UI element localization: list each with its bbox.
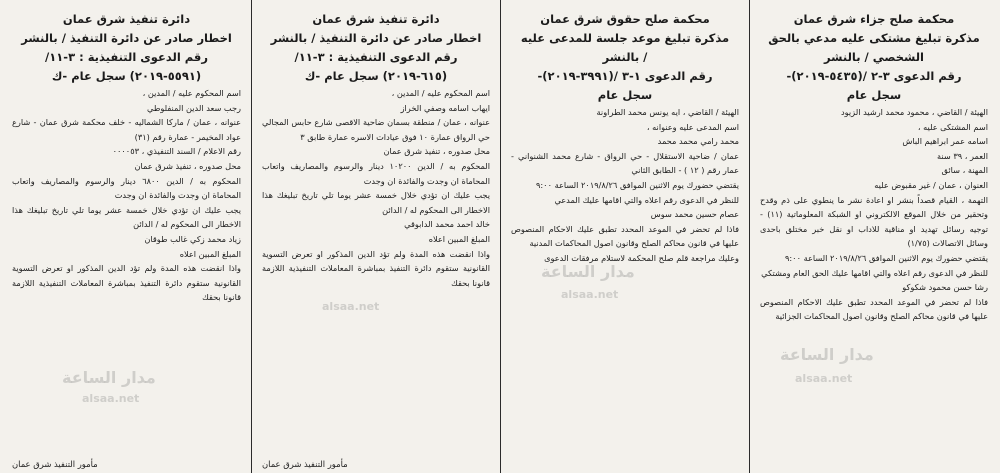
notice-line: يجب عليك ان تؤدي خلال خمسة عشر يوما تلي تاريخ تبليغك هذا الاخطار الى المحكوم له / الدائن [262,190,490,215]
signature: مأمور التنفيذ شرق عمان [12,459,98,469]
notice-title-line: دائرة تنفيذ شرق عمان [312,12,440,26]
notice-line: المبلغ المبين اعلاه [428,233,490,244]
notice-line: المهنة ، سائق [941,165,988,176]
notice-line: يقتضي حضورك يوم الاثنين الموافق ٢٠١٩/٨/٢٦ الساعة ٩:٠٠ [536,179,739,190]
notice-line: وعليك مراجعة قلم صلح المحكمة لاستلام مرفقات الدعوى [544,252,739,263]
notice-body [511,105,739,266]
notice-line: المبلغ المبين اعلاه [179,248,241,259]
notice-title-line: محكمة صلح جزاء شرق عمان [793,12,955,26]
notice-title-line: مذكرة تبليغ مشتكى عليه مدعي بالحق [768,31,980,45]
notice-column [2,0,251,473]
notice-line: رقم الاعلام / السند التنفيذي ، ٠٠٠٠٥٣ [112,146,241,157]
notice-line: عصام حسين محمد سوس [650,209,739,220]
watermark: مدار الساعة [541,262,635,281]
case-number: رقم الدعوى ١-٣ /(٣٩٩١-٢٠١٩)- [537,69,713,83]
notice-line: العنوان ، عمان / غير مقبوض عليه [874,179,988,190]
notice-line: فاذا لم تحضر في الموعد المحدد تطبق عليك الاحكام المنصوص عليها في قانون محاكم الصلح وقانون اصول المحاكمات المدنية [511,223,739,249]
notice-title-line: / بالنشر [602,50,648,64]
notice-line: المحكوم به / الدين ١٠٢٠٠ دينار والرسوم والمصاريف واتعاب المحاماة ان وجدت والفائدة ان وجدت [262,160,491,186]
notice-line: واذا انقضت هذه المدة ولم تؤد الدين المذكور او تعرض التسوية القانونية ستقوم دائرة التنفيذ بمباشرة المعاملات التنفيذية اللازمة قانونا بحقك [12,263,241,303]
notice-line: اسم المدعى عليه وعنوانه ، [646,121,739,132]
case-record: (٥٥٩١-٢٠١٩) سجل عام -ك [51,69,202,83]
notice-line: ايهاب اسامه وصفي الخراز [400,102,490,113]
notice-line: الهيئة / القاضي ، ايه يونس محمد الطراونة [596,107,739,117]
signature: مأمور التنفيذ شرق عمان [262,459,348,469]
watermark: alsaa.net [561,288,619,301]
notice-body [12,86,241,305]
notice-line: العمر ، ٣٩ سنة [937,150,988,161]
watermark: alsaa.net [322,300,380,313]
watermark: مدار الساعة [780,345,874,364]
notice-line: التهمة ، القيام قصداً بنشر او اعادة نشر ما ينطوي على ذم وقدح وتحقير من خلال الموقع الالكتروني او الشبكة المعلوماتية (١١) - توجيه رسائل تهديد او مناقية للاداب او نقل خبر مختلق باحدى وسائل الاتصالات (١/٧٥) [760,194,988,249]
notice-line: خالد احمد محمد الدابوقي [404,219,490,230]
notice-line: فاذا لم تحضر في الموعد المحدد تطبق عليك الاحكام المنصوص عليها في قانون محاكم الصلح وقانون اصول المحاكمات الجزائية [760,296,988,322]
notice-line: زياد محمد زكي غالب طوقان [144,233,241,244]
notice-body [760,105,988,324]
notice-line: اسم المشتكى عليه ، [917,121,988,132]
notice-line: رشا حسن محمود شكوكو [902,282,988,293]
notice-line: رجب سعد الدين المنفلوطي [147,102,241,113]
notice-line: محل صدوره ، تنفيذ شرق عمان [134,160,241,171]
case-record: سجل عام [846,88,902,102]
notice-line: للنظر في الدعوى رقم اعلاه والتي اقامها عليك المدعي [554,194,739,205]
case-number: رقم الدعوى التنفيذية : ٣-١١/ [45,50,208,64]
watermark: alsaa.net [82,392,140,405]
notice-line: محل صدوره ، تنفيذ شرق عمان [383,146,490,157]
notice-line: الهيئة / القاضي ، محمود محمد ارشيد الزيود [841,107,988,117]
notice-title-line: دائرة تنفيذ شرق عمان [62,12,191,26]
notice-line: اسامه عمر ابراهيم الباش [902,136,988,147]
notice-line: المحكوم به / الدين ٦٨٠٠ دينار والرسوم والمصاريف واتعاب المحاماة ان وجدت والفائدة ان وجدت [12,175,242,201]
notice-line: للنظر في الدعوى رقم اعلاه والتي اقامها عليك الحق العام ومشتكي [761,267,988,278]
case-number: رقم الدعوى ٣-٢ /(٥٤٣٥-٢٠١٩)- [786,69,962,83]
notice-title-line: اخطار صادر عن دائرة التنفيذ / بالنشر [270,31,482,45]
case-record: (٦١٥-٢٠١٩) سجل عام -ك [304,69,448,83]
notice-line: محمد رامي محمد محمد [657,136,739,147]
notice-column [251,0,500,473]
notice-line: عنوانه ، عمان / منطقة بسمان ضاحية الاقصى شارع حابس المجالي حي الرواق عمارة ١٠ فوق عيادات الاسره عمارة طابق ٣ [262,117,490,142]
watermark: مدار الساعة [62,368,156,387]
notice-line: يقتضي حضورك يوم الاثنين الموافق ٢٠١٩/٨/٢٦ الساعة ٩:٠٠ [785,252,988,263]
notice-line: عمان / ضاحية الاستقلال - حي الرواق - شارع محمد الشنواني - عمار رقم ( ١٢ ) - الطابق الثاني [511,150,739,176]
notice-title-line: الشخصي / بالنشر [824,50,924,64]
notice-title-line: مذكرة تبليغ موعد جلسة للمدعى عليه [520,31,730,45]
watermark: alsaa.net [795,372,853,385]
notice-column [500,0,749,473]
notice-line: اسم المحكوم عليه / المدين ، [391,88,490,98]
case-record: سجل عام [597,88,653,102]
notice-line: عنوانه ، عمان / ماركا الشماليه - خلف محكمة شرق عمان - شارع عواد المخيمر - عمارة رقم (٣١) [12,117,241,142]
case-number: رقم الدعوى التنفيذية : ٣-١١/ [294,50,458,64]
notice-title-line: محكمة صلح حقوق شرق عمان [540,12,710,26]
notice-line: اسم المحكوم عليه / المدين ، [142,88,241,98]
notice-line: واذا انقضت هذه المدة ولم تؤد الدين المذكور او تعرض التسوية القانونية ستقوم دائرة التنفيذ بمباشرة المعاملات التنفيذية اللازمة قانونا بحقك [262,248,490,288]
notice-column [749,0,998,473]
notice-title-line: اخطار صادر عن دائرة التنفيذ / بالنشر [21,31,232,45]
notice-line: يجب عليك ان تؤدي خلال خمسة عشر يوما تلي تاريخ تبليغك هذا الاخطار الى المحكوم له / الدائن [12,204,241,230]
notice-body [262,86,490,290]
